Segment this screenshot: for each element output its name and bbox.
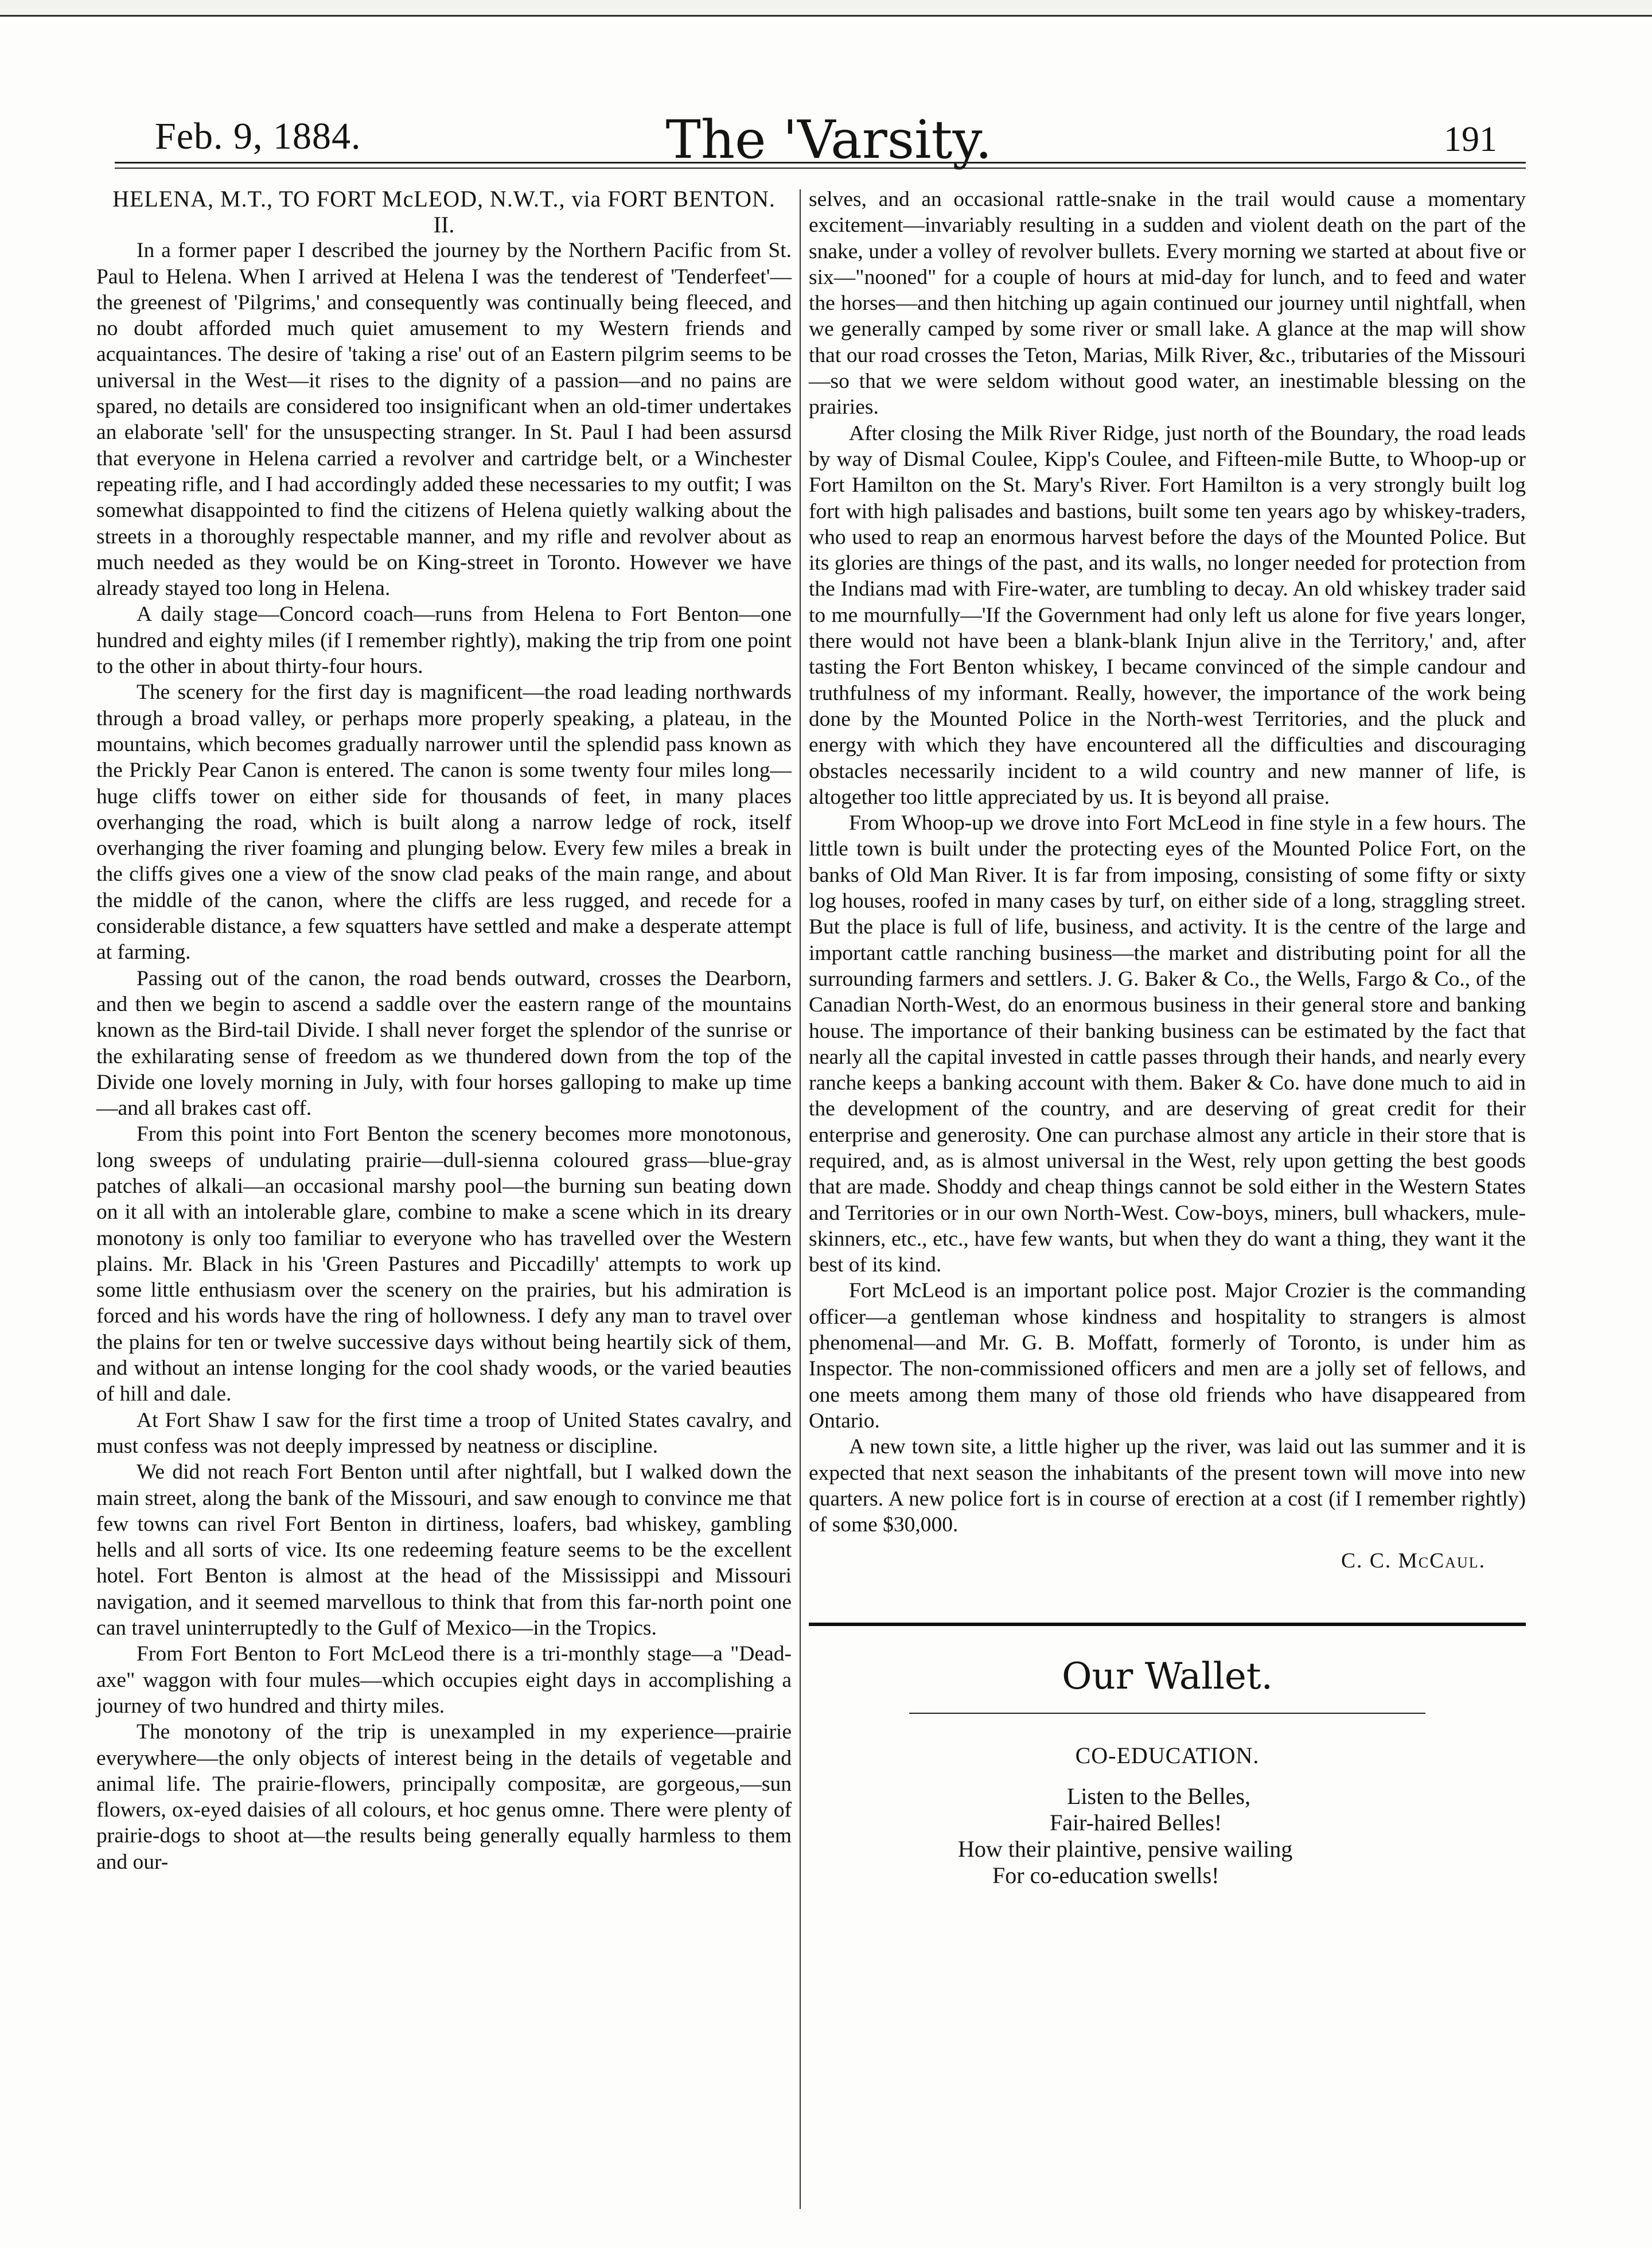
article-paragraph: The monotony of the trip is unexampled in my experience—prairie everywhere—the only objects of interest being in the details of vegetable and animal life. The prairie-flowers, principally compositæ, are gorgeous,—sun flowers, ox-eyed daisies of all colours, et hoc genus omne. There were plenty of prairie-dogs to shoot at—the results being generally equally harmless to them and our- bbox=[96, 1720, 792, 1874]
article-signature: C. C. McCaul. bbox=[1341, 1549, 1486, 1573]
section-title-rule bbox=[909, 1713, 1425, 1714]
poem-line: Listen to the Belles, bbox=[1067, 1783, 1250, 1810]
poem-title: CO-EDUCATION. bbox=[1075, 1743, 1260, 1769]
article-paragraph: We did not reach Fort Benton until after nightfall, but I walked down the main street, along the bank of the Missouri, and saw enough to convince me that few towns can rivel Fort Benton in dirtiness, loafers, bad whiskey, gambling hells and all sorts of vice. Its one redeeming feature seems to be the excellent hotel. Fort Benton is almost at the head of the Mississippi and Missouri navigation, and it seemed marvellous to think that from this far-north point one can travel uninterruptedly to the Gulf of Mexico—in the Tropics. bbox=[96, 1460, 792, 1640]
article-paragraph: A daily stage—Concord coach—runs from Helena to Fort Benton—one hundred and eighty miles (if I remember rightly), making the trip from one point to the other in about thirty-four hours. bbox=[96, 602, 792, 679]
article-paragraph: From Fort Benton to Fort McLeod there is a tri-monthly stage—a "Dead-axe" waggon with four mules—which occupies eight days in accomplishing a journey of two hundred and thirty miles. bbox=[96, 1642, 792, 1718]
article-paragraph: At Fort Shaw I saw for the first time a troop of United States cavalry, and must confess was not deeply impressed by neatness or discipline. bbox=[96, 1408, 792, 1458]
masthead-title: The 'Varsity. bbox=[665, 109, 992, 170]
article-paragraph: Fort McLeod is an important police post. Major Crozier is the commanding officer—a gentleman whose kindness and hospitality to strangers is almost phenomenal—and Mr. G. B. Moffatt, formerly of Toronto, is under him as Inspector. The non-commissioned officers and men are a jolly set of fellows, and one meets among them many of those old friends who have disappeared from Ontario. bbox=[809, 1279, 1526, 1433]
poem-line: Fair-haired Belles! bbox=[1050, 1810, 1222, 1836]
left-column bbox=[96, 186, 792, 1875]
article-title: HELENA, M.T., TO FORT McLEOD, N.W.T., via FORT BENTON. bbox=[112, 186, 776, 212]
article-section-number: II. bbox=[433, 212, 455, 238]
article-paragraph: A new town site, a little higher up the river, was laid out las summer and it is expected that next season the inhabitants of the present town will move into new quarters. A new police fort is in course of erection at a cost (if I remember rightly) of some $30,000. bbox=[809, 1435, 1526, 1537]
header-rule-bottom bbox=[115, 168, 1526, 169]
poem bbox=[958, 1783, 1526, 1889]
article-paragraph: The scenery for the first day is magnificent—the road leading northwards through a broad valley, or perhaps more properly speaking, a plateau, in the mountains, which becomes gradually narrower until the splendid pass known as the Prickly Pear Canon is entered. The canon is some twenty four miles long—huge cliffs tower on either side for thousands of feet, in many places overhanging the road, which is built along a narrow ledge of rock, itself overhanging the river foaming and plunging below. Every few miles a break in the cliffs gives one a view of the snow clad peaks of the main range, and about the middle of the canon, where the cliffs are less rugged, and recede for a considerable distance, a few squatters have settled and make a desperate attempt at farming. bbox=[96, 680, 792, 964]
header-rule-top bbox=[115, 162, 1526, 164]
section-divider bbox=[809, 1623, 1526, 1626]
page-top-edge bbox=[0, 0, 1652, 17]
poem-line: For co-education swells! bbox=[992, 1862, 1219, 1889]
article-paragraph: After closing the Milk River Ridge, just north of the Boundary, the road leads by way of Dismal Coulee, Kipp's Coulee, and Fifteen-mile Butte, to Whoop-up or Fort Hamilton on the St. Mary's River. Fort Hamilton is a very strongly built log fort with high palisades and bastions, built some ten years ago by whiskey-traders, who used to reap an enormous harvest before the days of the Mounted Police. But its glories are things of the past, and its walls, no longer needed for protection from the Indians mad with Fire-water, are tumbling to decay. An old whiskey trader said to me mournfully—'If the Government had only left us alone for five years longer, there would not have been a blank-blank Injun alive in the Territory,' and, after tasting the Fort Benton whiskey, I became convinced of the simple candour and truthfulness of my informant. Really, however, the importance of the work being done by the Mounted Police in the North-west Territories, and the pluck and energy with which they have encountered all the difficulties and discouraging obstacles necessarily incident to a wild country and new manner of life, is altogether too little appreciated by us. It is beyond all praise. bbox=[809, 421, 1526, 809]
article-paragraph: selves, and an occasional rattle-snake in the trail would cause a momentary excitement—invariably resulting in a sudden and violent death on the part of the snake, under a volley of revolver bullets. Every morning we started at about five or six—"nooned" for a couple of hours at mid-day for lunch, and to feed and water the horses—and then hitching up again continued our journey until nightfall, when we generally camped by some river or small lake. A glance at the map will show that our road crosses the Teton, Marias, Milk River, &c., tributaries of the Missouri—so that we were seldom without good water, an inestimable blessing on the prairies. bbox=[809, 188, 1526, 419]
poem-line: How their plaintive, pensive wailing bbox=[958, 1836, 1293, 1862]
right-column bbox=[809, 186, 1526, 1889]
issue-date: Feb. 9, 1884. bbox=[155, 115, 361, 157]
article-paragraph: Passing out of the canon, the road bends outward, crosses the Dearborn, and then we begin to ascend a saddle over the eastern range of the mountains known as the Bird-tail Divide. I shall never forget the splendor of the sunrise or the exhilarating sense of freedom as we thundered down from the top of the Divide one lovely morning in July, with four horses galloping to make up time—and all brakes cast off. bbox=[96, 966, 792, 1121]
page-header bbox=[138, 98, 1520, 170]
page-number: 191 bbox=[1444, 120, 1497, 159]
article-paragraph: In a former paper I described the journey by the Northern Pacific from St. Paul to Helena. When I arrived at Helena I was the tenderest of 'Tenderfeet'—the greenest of 'Pilgrims,' and consequently was continually being fleeced, and no doubt afforded much quiet amusement to my Western friends and acquaintances. The desire of 'taking a rise' out of an Eastern pilgrim seems to be universal in the West—it rises to the dignity of a passion—and no pains are spared, no details are considered too insignificant when an old-timer undertakes an elaborate 'sell' for the unsuspecting stranger. In St. Paul I had been assursd that everyone in Helena carried a revolver and cartridge belt, or a Winchester repeating rifle, and I had accordingly added these necessaries to my outfit; I was somewhat disappointed to find the citizens of Helena quietly walking about the streets in a thoroughly respectable manner, and my rifle and revolver about as much needed as they would be on King-street in Toronto. However we have already stayed too long in Helena. bbox=[96, 239, 792, 601]
article-paragraph: From Whoop-up we drove into Fort McLeod in fine style in a few hours. The little town is built under the protecting eyes of the Mounted Police Fort, on the banks of Old Man River. It is far from imposing, consisting of some fifty or sixty log houses, roofed in many cases by turf, on either side of a long, straggling street. But the place is full of life, business, and activity. It is the centre of the large and important cattle ranching business—the market and distributing point for all the surrounding farmers and settlers. J. G. Baker & Co., the Wells, Fargo & Co., of the Canadian North-West, do an enormous business in their general store and banking house. The importance of their banking business can be estimated by the fact that nearly all the capital invested in cattle passes through their hands, and nearly every ranche keeps a banking account with them. Baker & Co. have done much to aid in the development of the country, and are deserving of great credit for their enterprise and generosity. One can purchase almost any article in their store that is required, and, as is almost universal in the West, rely upon getting the best goods that are made. Shoddy and cheap things cannot be sold either in the Western States and Territories or in our own North-West. Cow-boys, miners, bull whackers, mule-skinners, etc., etc., have few wants, but when they do want a thing, they want it the best of its kind. bbox=[809, 811, 1526, 1277]
article-paragraph: From this point into Fort Benton the scenery becomes more monotonous, long sweeps of undulating prairie—dull-sienna coloured grass—blue-gray patches of alkali—an occasional marshy pool—the burning sun beating down on it all with an intolerable glare, combine to make a scene which in its dreary monotony is only too familiar to everyone who has travelled over the Western plains. Mr. Black in his 'Green Pastures and Piccadilly' attempts to work up some little enthusiasm over the scenery on the prairies, but his admiration is forced and his words have the ring of hollowness. I defy any man to travel over the plains for ten or twelve successive days without being heartily sick of them, and without an intense longing for the cool shady woods, or the varied beauties of hill and dale. bbox=[96, 1122, 792, 1406]
column-divider bbox=[800, 189, 801, 2209]
section-title: Our Wallet. bbox=[1062, 1655, 1273, 1698]
